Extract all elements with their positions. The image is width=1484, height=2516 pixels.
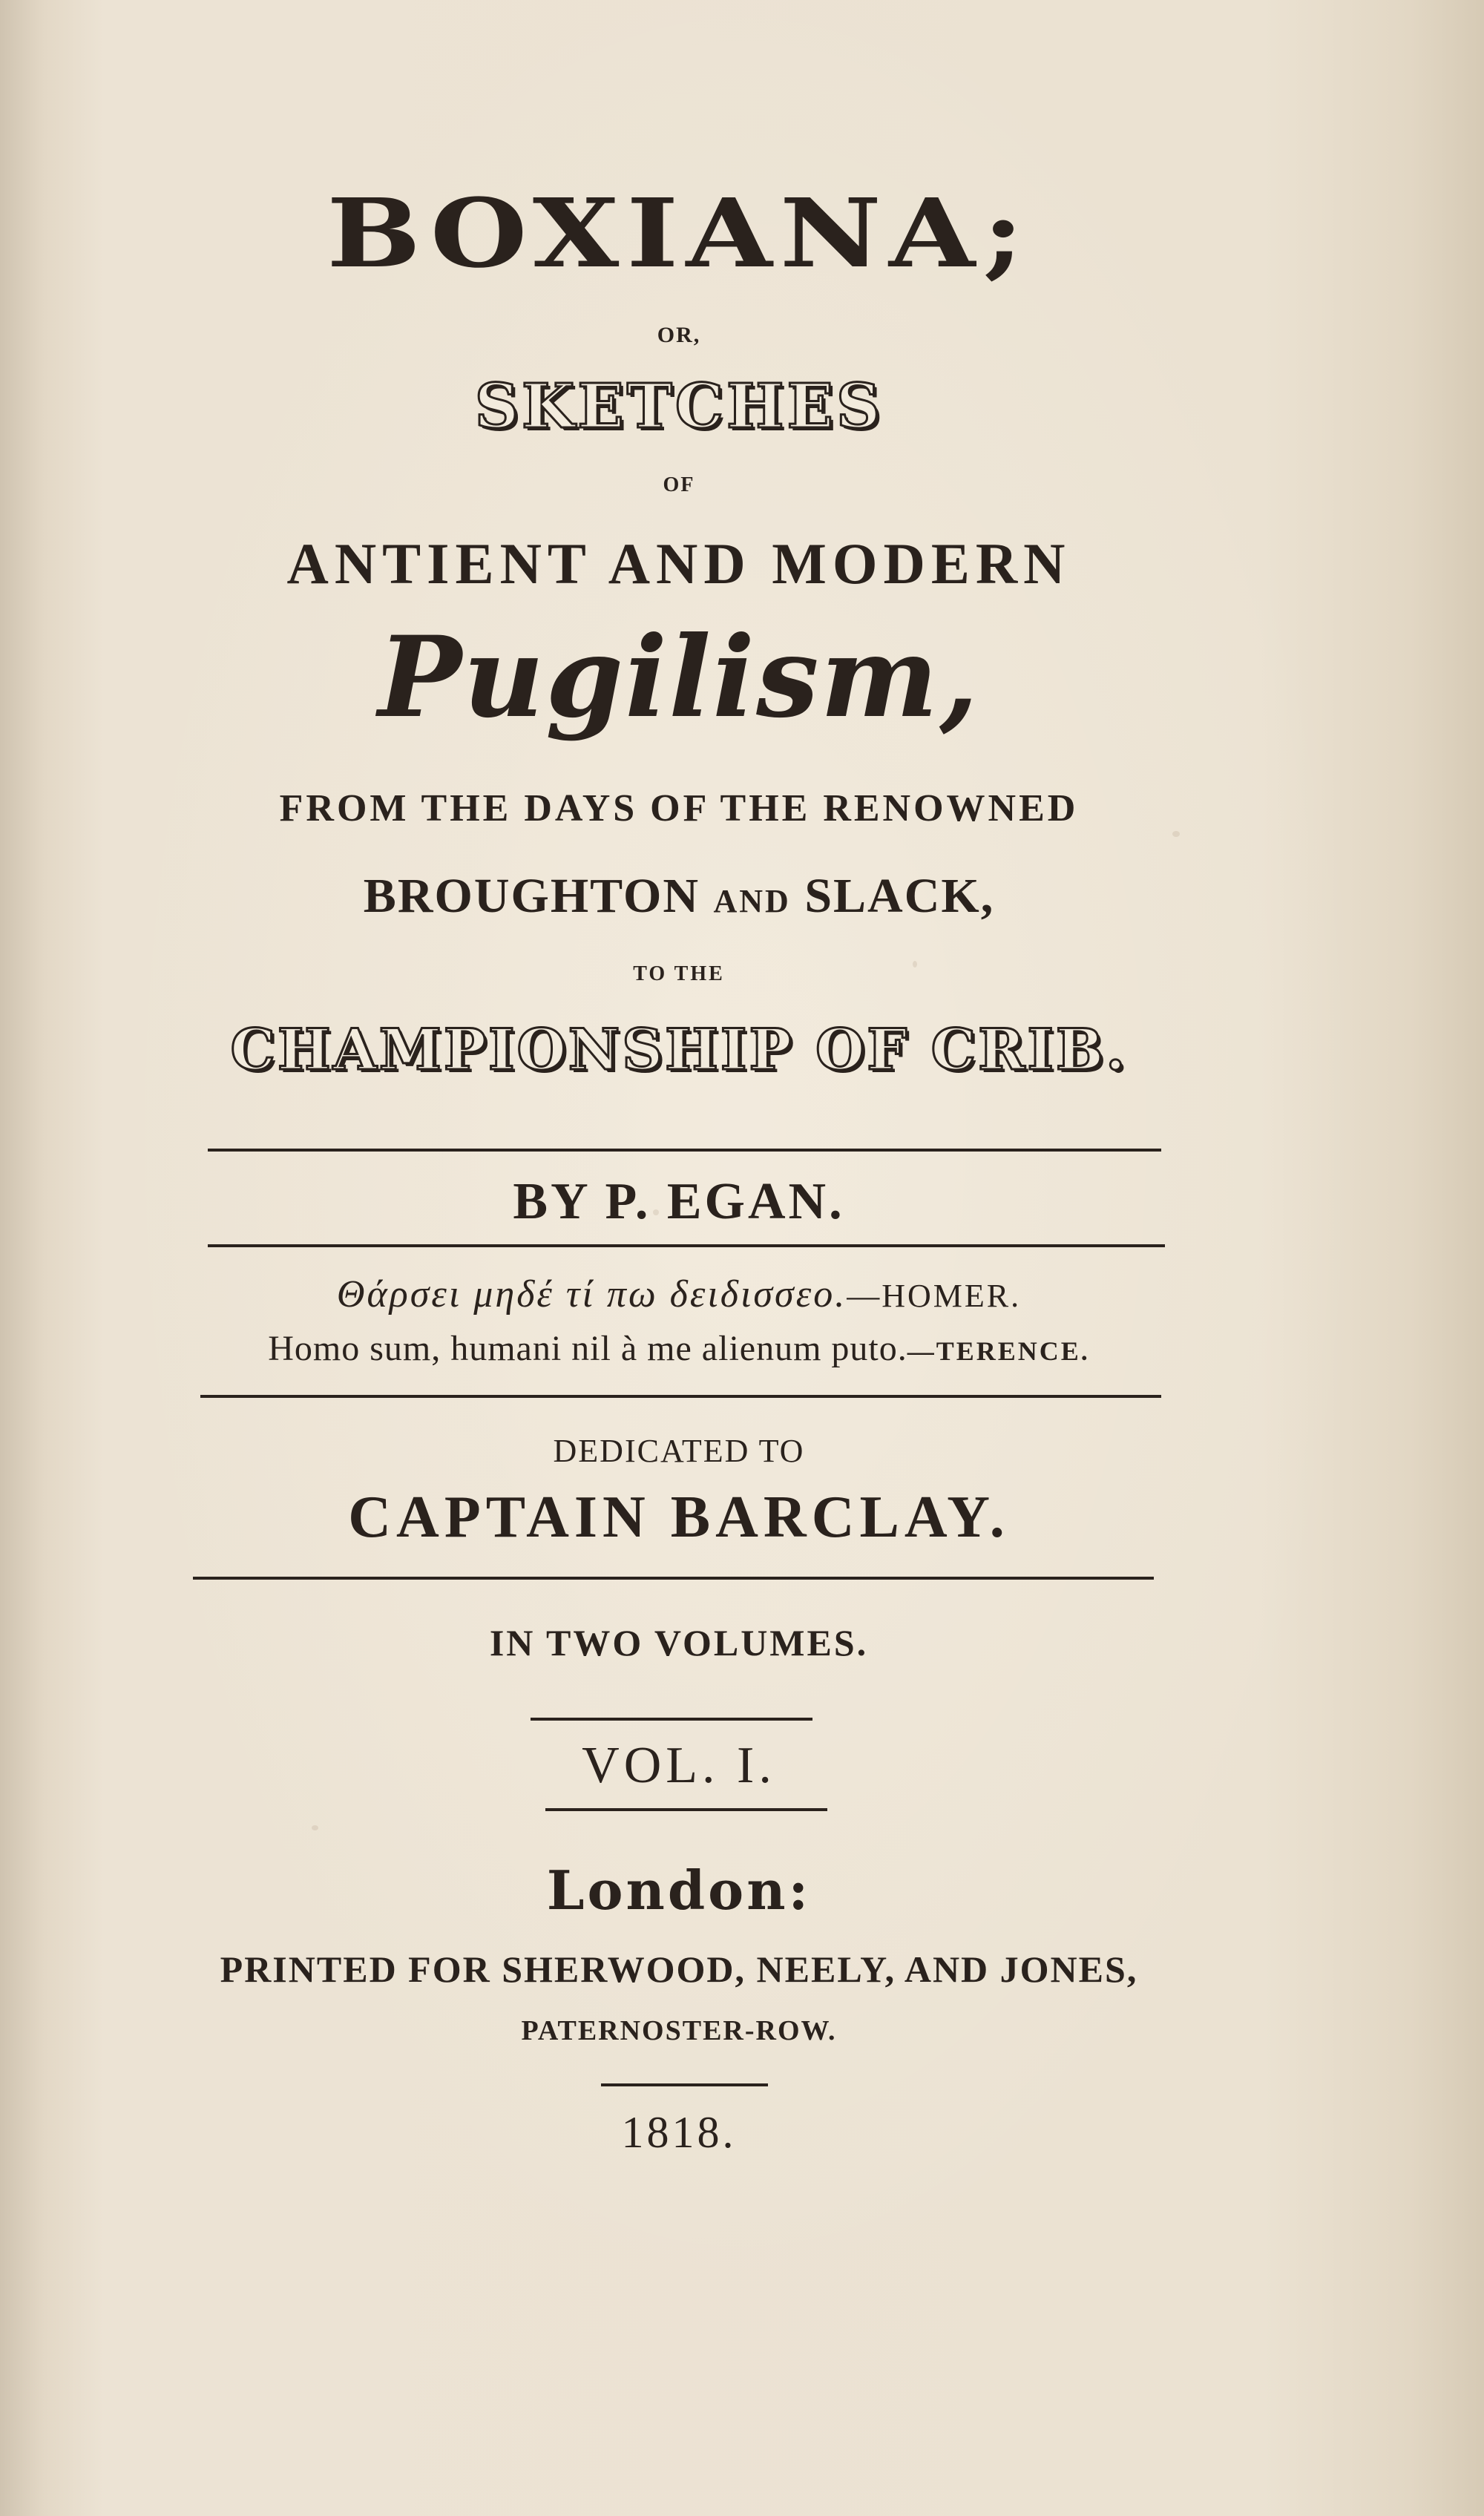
divider-rule [545, 1808, 827, 1811]
divider-rule [200, 1395, 1161, 1398]
subtitle-pugilism: Pugilism, [378, 612, 980, 743]
dedicatee-name: CAPTAIN BARCLAY. [348, 1485, 1010, 1550]
divider-rule [531, 1718, 812, 1721]
subtitle-championship: CHAMPIONSHIP OF CRIB. [230, 1016, 1128, 1083]
divider-rule [208, 1149, 1161, 1152]
motto-homer-attribution: —HOMER. [847, 1278, 1022, 1314]
volume-number: VOL. I. [582, 1737, 776, 1794]
imprint-address: PATERNOSTER-ROW. [521, 2015, 837, 2046]
and-connector: AND [713, 883, 791, 919]
motto-terence-attribution: —TERENCE. [907, 1336, 1090, 1366]
divider-rule [208, 1244, 1165, 1247]
subtitle-sketches: SKETCHES [474, 371, 884, 442]
of-connector: OF [663, 473, 695, 496]
foxing-spot [1172, 831, 1180, 837]
motto-homer-text: Θάρσει μηδέ τί πω δειδισσεο. [336, 1273, 847, 1316]
imprint-year: 1818. [621, 2108, 737, 2157]
foxing-spot [312, 1825, 318, 1830]
to-the-connector: TO THE [633, 962, 725, 985]
dedicated-to: DEDICATED TO [553, 1433, 805, 1469]
subtitle-antient-modern: ANTIENT AND MODERN [286, 531, 1071, 596]
book-title: BOXIANA; [326, 178, 1031, 289]
divider-rule [193, 1577, 1154, 1580]
motto-terence-text: Homo sum, humani nil à me alienum puto. [268, 1329, 907, 1368]
broughton-name: BROUGHTON [363, 869, 700, 923]
slack-name: SLACK, [804, 869, 995, 923]
imprint-city: London: [546, 1859, 812, 1922]
motto-homer [0, 1272, 1358, 1316]
volumes-count: IN TWO VOLUMES. [489, 1622, 869, 1663]
or-connector: OR, [657, 323, 701, 347]
divider-rule [601, 2083, 768, 2086]
subtitle-from-days: FROM THE DAYS OF THE RENOWNED [279, 787, 1079, 830]
motto-terence [0, 1328, 1358, 1369]
imprint-printer: PRINTED FOR SHERWOOD, NEELY, AND JONES, [220, 1948, 1138, 1990]
author-line: BY P. EGAN. [513, 1173, 845, 1230]
subtitle-broughton-slack [0, 868, 1358, 924]
